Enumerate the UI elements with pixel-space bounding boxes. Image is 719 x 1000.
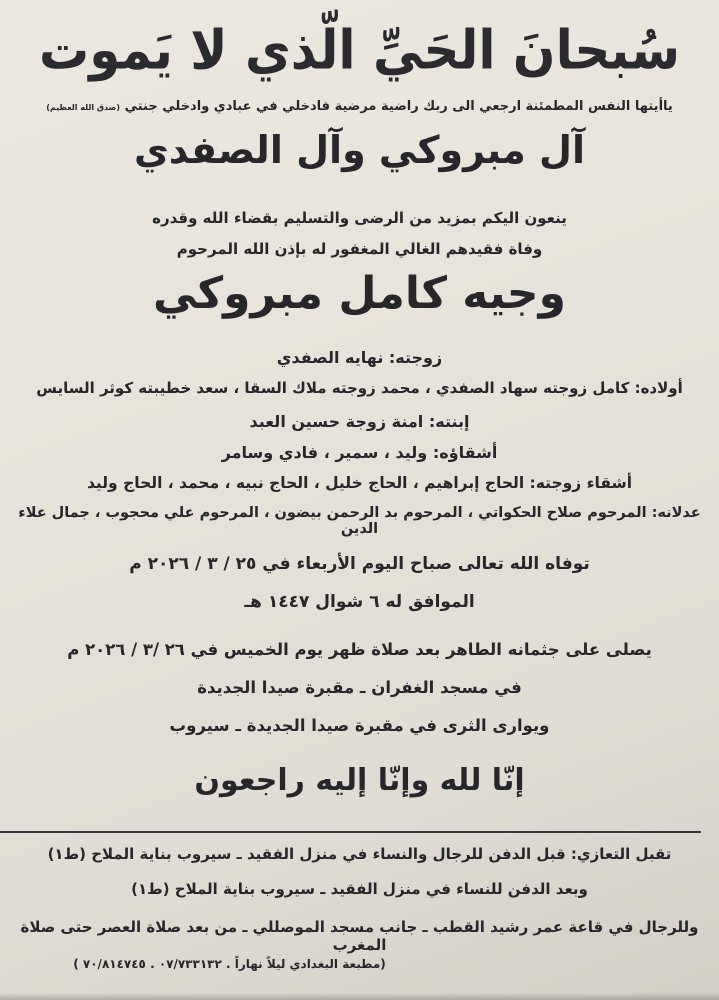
relative-wife-brothers: أشقاء زوجته: الحاج إبراهيم ، الحاج خليل ، الحاج نبيه ، محمد ، الحاج وليد <box>86 474 633 492</box>
header-calligraphy: سُبحانَ الحَيِّ الّذي لا يَموت <box>39 18 680 82</box>
death-date-hijri: الموافق له ٦ شوال ١٤٤٧ هـ <box>244 592 475 612</box>
quran-verse <box>0 99 719 114</box>
relative-sons: أولاده: كامل زوجته سهاد الصفدي ، محمد زوجته ملاك السقا ، سعد خطيبته كوثر السايس <box>36 379 683 397</box>
announcement-line-2: وفاة فقيدهم الغالي المغفور له بإذن الله المرحوم <box>176 240 543 258</box>
verse-attribution: (صدق الله العظيم) <box>46 103 121 112</box>
istirjaa-phrase: إنّا لله وإنّا إليه راجعون <box>194 763 525 798</box>
relative-brothers-in-law: عدلانه: المرحوم صلاح الحكواتي ، المرحوم بد الرحمن بيضون ، المرحوم علي محجوب ، جمال علاء الدين <box>18 505 701 537</box>
burial-line: ويوارى الثرى في مقبرة صيدا الجديدة ـ سيروب <box>169 716 550 735</box>
deceased-name: وجيه كامل مبروكي <box>153 268 566 319</box>
relative-brothers: أشقاؤه: وليد ، سمير ، فادي وسامر <box>221 443 498 462</box>
announcement-line-1: ينعون اليكم بمزيد من الرضى والتسليم بقضاء الله وقدره <box>152 209 567 227</box>
condolences-line-1: تقبل التعازي: قبل الدفن للرجال والنساء في منزل الفقيد ـ سيروب بناية الملاح (ط١) <box>47 845 672 863</box>
relative-daughter: إبنته: امنة زوجة حسين العبد <box>249 412 470 431</box>
relative-wife: زوجته: نهايه الصفدي <box>276 348 443 367</box>
funeral-prayer-line: يصلى على جثمانه الطاهر بعد صلاة ظهر يوم الخميس في ٢٦ /٣ / ٢٠٢٦ م <box>67 640 652 659</box>
families-title: آل مبروكي وآل الصفدي <box>133 128 585 172</box>
quran-verse-text: ياأيتها النفس المطمئنة ارجعي الى ربك راضية مرضية فادخلي في عبادي وادخلي جنتي <box>120 99 673 114</box>
condolences-line-3: وللرجال في قاعة عمر رشيد القطب ـ جانب مسجد الموصللي ـ من بعد صلاة العصر حتى صلاة المغرب <box>20 918 699 954</box>
separator-rule <box>0 831 701 833</box>
funeral-mosque-line: في مسجد الغفران ـ مقبرة صيدا الجديدة <box>197 678 522 697</box>
condolences-line-2: وبعد الدفن للنساء في منزل الفقيد ـ سيروب بناية الملاح (ط١) <box>131 880 588 898</box>
printer-credit: (مطبعة البغدادي ليلاً نهاراً . ٠٧/٧٣٣١٣٢ . ٧٠/٨١٤٧٤٥ ) <box>73 957 386 971</box>
death-date-gregorian: توفاه الله تعالى صباح اليوم الأربعاء في ٢٥ / ٣ / ٢٠٢٦ م <box>129 554 590 574</box>
